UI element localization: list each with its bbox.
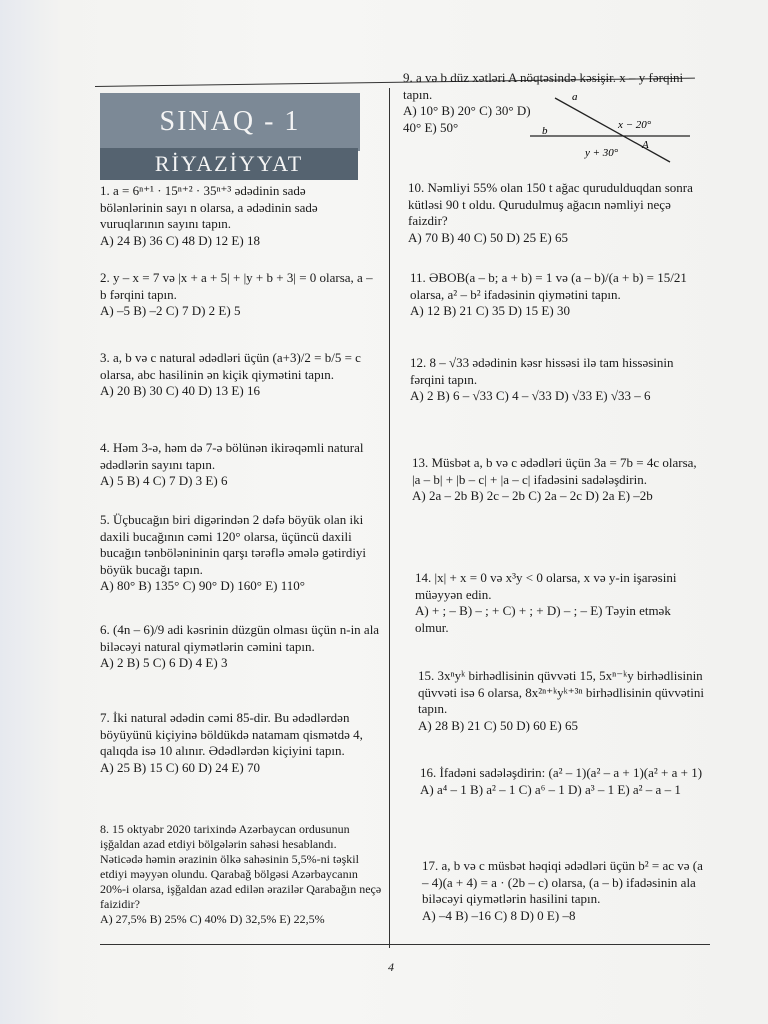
line-a-label: a [572, 91, 578, 103]
answer-options: A) 2 B) 5 C) 6 D) 4 E) 3 [100, 655, 228, 670]
page-number: 4 [388, 960, 394, 974]
question-16 [420, 765, 710, 798]
bottom-rule [100, 944, 710, 945]
line-b-label: b [542, 125, 548, 137]
question-17 [422, 858, 710, 924]
answer-options: A) 80° B) 135° C) 90° D) 160° E) 110° [100, 578, 305, 593]
question-text: 6. (4n – 6)/9 adi kəsrinin düzgün olması üçün n-in ala biləcəyi natural qiymətlərin cəmini tapın. [100, 622, 380, 654]
question-text: 10. Nəmliyi 55% olan 150 t ağac qurudulduqdan sonra kütləsi 90 t oldu. Qurudulmuş ağacın nəmliyi neçə faizdir? [408, 180, 693, 228]
answer-options: A) + ; – B) – ; + C) + ; + D) – ; – E) Təyin etmək olmur. [415, 603, 671, 635]
question-13 [412, 455, 702, 505]
answer-options: A) 5 B) 4 C) 7 D) 3 E) 6 [100, 473, 228, 488]
question-text: 5. Üçbucağın biri digərindən 2 dəfə böyük olan iki daxili bucağının cəmi 120° olarsa, üçüncü daxili bucağın tənbölənininin qarşı tərəflə əmələ gətirdiyi böyük bucağı tapın. [100, 512, 367, 577]
question-12 [410, 355, 700, 405]
answer-options: A) 70 B) 40 C) 50 D) 25 E) 65 [408, 229, 568, 245]
question-text: 13. Müsbət a, b və c ədədləri üçün 3a = 7b = 4c olarsa, |a – b| + |b – c| + |a – c| ifadəsini sadələşdirin. [412, 455, 697, 487]
question-text: 15. 3xⁿyᵏ birhədlisinin qüvvəti 15, 5xⁿ⁻ᵏy birhədlisinin qüvvəti isə 6 olarsa, 8x²ⁿ⁺ᵏyᵏ⁺³ⁿ birhədlisinin qüvvətini tapın. [418, 668, 704, 716]
answer-options: A) 12 B) 21 C) 35 D) 15 E) 30 [410, 303, 570, 318]
subject-banner: RİYAZİYYAT [100, 148, 358, 180]
angle-x-label: x − 20° [618, 119, 652, 131]
question-5 [100, 512, 380, 595]
question-text: 7. İki natural ədədin cəmi 85-dir. Bu ədədlərdən böyüyünü kiçiyinə böldükdə natamam qismətdə 4, qalıqda isə 10 alınır. Ədədlərdən kiçiyini tapın. [100, 710, 363, 758]
question-7 [100, 710, 380, 776]
answer-options: A) 24 B) 36 C) 48 D) 12 E) 18 [100, 232, 260, 248]
test-title-banner: SINAQ - 1 [100, 93, 360, 151]
answer-options: A) 25 B) 15 C) 60 D) 24 E) 70 [100, 759, 260, 775]
answer-options: A) –4 B) –16 C) 8 D) 0 E) –8 [422, 907, 576, 923]
answer-options: A) 2 B) 6 – √33 C) 4 – √33 D) √33 E) √33 – 6 [410, 388, 651, 403]
question-text: 1. a = 6ⁿ⁺¹ · 15ⁿ⁺² · 35ⁿ⁺³ ədədinin sadə bölənlərinin sayı n olarsa, a ədədinin sadə vuruqlarının sayını tapın. [100, 183, 318, 231]
question-14 [415, 570, 705, 636]
question-2 [100, 270, 375, 320]
answer-options: A) 27,5% B) 25% C) 40% D) 32,5% E) 22,5% [100, 912, 325, 926]
question-text: 12. 8 – √33 ədədinin kəsr hissəsi ilə tam hissəsinin fərqini tapın. [410, 355, 674, 387]
question-4 [100, 440, 375, 490]
answer-options: A) 28 B) 21 C) 50 D) 60 E) 65 [418, 717, 578, 733]
question-text: 17. a, b və c müsbət həqiqi ədədləri üçün b² = ac və (a – 4)(a + 4) = a · (2b – c) olarsa, (a – b) ifadəsinin ala biləcəyi qiymətlərin hasilini tapın. [422, 858, 703, 906]
question-text: 4. Həm 3-ə, həm də 7-ə bölünən ikirəqəmli natural ədədlərin sayını tapın. [100, 440, 364, 472]
question-text: 8. 15 oktyabr 2020 tarixində Azərbaycan ordusunun işğaldan azad etdiyi bölgələrin sahəsi hesablandı. Nəticədə həmin ərazinin ölkə sahəsinin 5,5%-ni təşkil etdiyi məyyən olundu. Qarabağ bölgəsi Azərbaycanın 20%-i olarsa, işğaldan azad edilən ərazilər Qarabağın neçə faizidir? [100, 822, 382, 911]
question-3 [100, 350, 375, 400]
question-11 [410, 270, 700, 320]
question-text: 14. |x| + x = 0 və x³y < 0 olarsa, x və y-in işarəsini müəyyən edin. [415, 570, 677, 602]
question-text: 9. a və b düz xətləri A nöqtəsində kəsişir. x – y fərqini tapın. [403, 70, 684, 102]
answer-options: A) –5 B) –2 C) 7 D) 2 E) 5 [100, 303, 241, 318]
answer-options: A) 10° B) 20° C) 30° D) 40° E) 50° [403, 103, 531, 135]
question-10 [408, 180, 698, 246]
column-divider [389, 88, 390, 948]
angle-y-label: y + 30° [585, 147, 619, 159]
point-a-label: A [642, 139, 649, 151]
question-text: 3. a, b və c natural ədədləri üçün (a+3)/2 = b/5 = c olarsa, abc hasilinin ən kiçik qiymətini tapın. [100, 350, 361, 382]
intersecting-lines-figure [520, 88, 695, 168]
question-6 [100, 622, 380, 672]
answer-options: A) 2a – 2b B) 2c – 2b C) 2a – 2c D) 2a E) –2b [412, 488, 653, 503]
question-8 [100, 822, 382, 927]
question-15 [418, 668, 708, 734]
question-1 [100, 183, 370, 249]
question-text: 16. İfadəni sadələşdirin: (a² – 1)(a² – a + 1)(a² + a + 1) [420, 765, 703, 780]
answer-options: A) a⁴ – 1 B) a² – 1 C) a⁶ – 1 D) a³ – 1 E) a² – a – 1 [420, 781, 681, 797]
answer-options: A) 20 B) 30 C) 40 D) 13 E) 16 [100, 383, 260, 398]
question-text: 11. ƏBOB(a – b; a + b) = 1 və (a – b)/(a + b) = 15/21 olarsa, a² – b² ifadəsinin qiymətini tapın. [410, 270, 687, 302]
question-text: 2. y – x = 7 və |x + a + 5| + |y + b + 3| = 0 olarsa, a – b fərqini tapın. [100, 270, 373, 302]
